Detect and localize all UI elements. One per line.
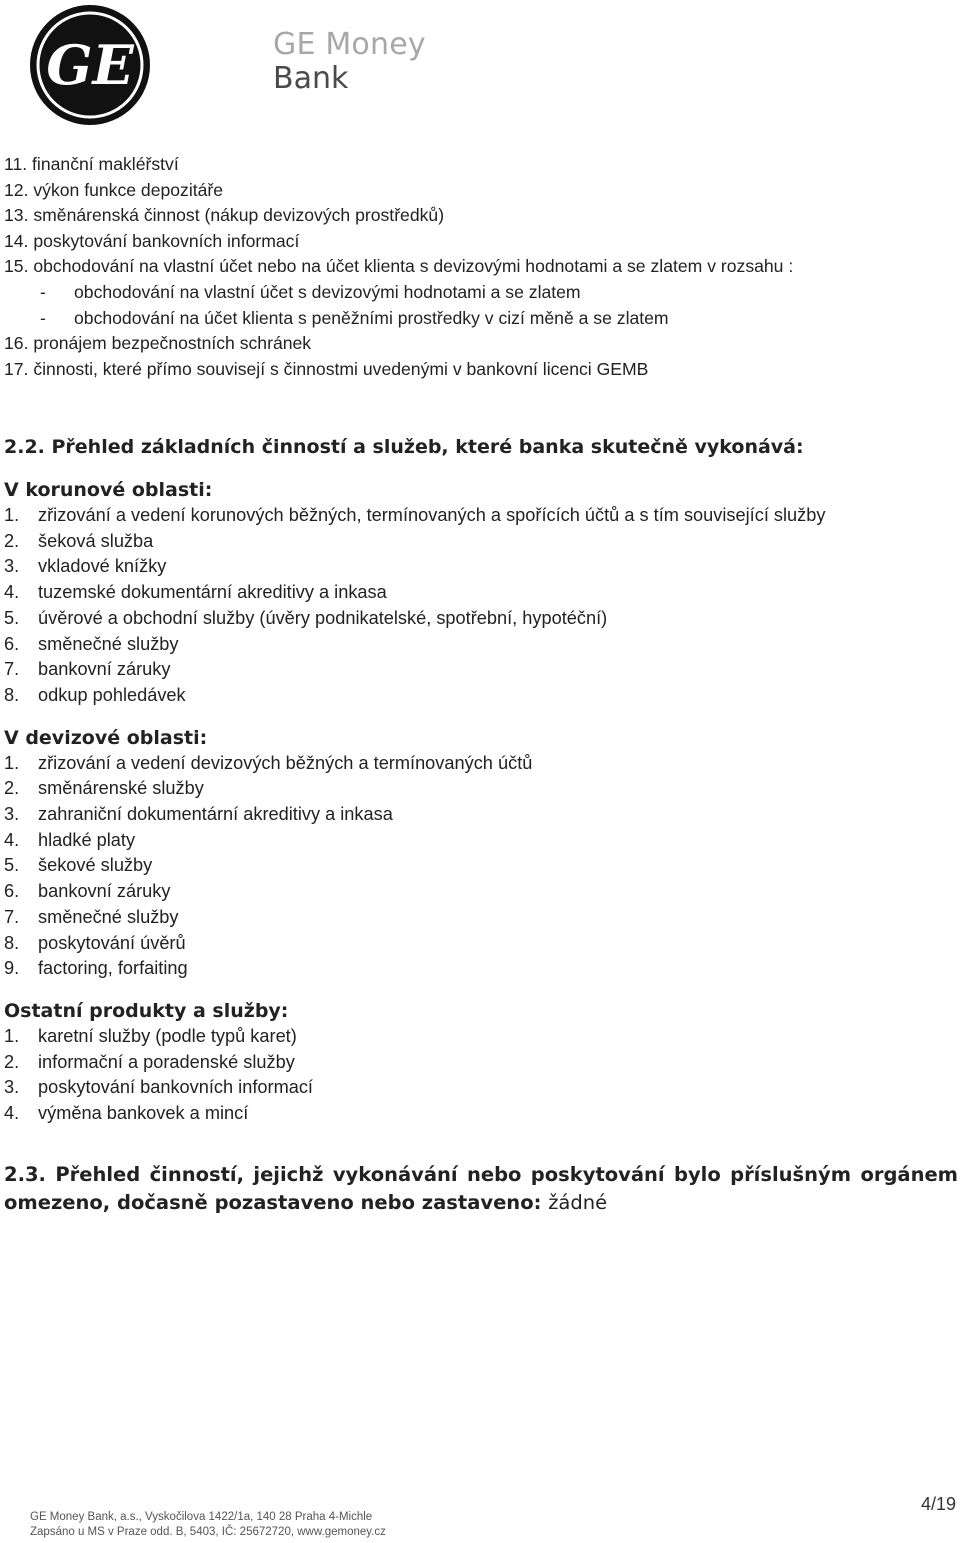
item-text: směnečné služby — [38, 906, 179, 927]
item-text: zřizování a vedení devizových běžných a termínovaných účtů — [38, 752, 533, 773]
czk-section-title: V korunové oblasti: — [4, 479, 213, 501]
list-item — [4, 879, 958, 905]
item-number: 2. — [4, 778, 20, 799]
brand-line-2: Bank — [273, 61, 349, 96]
list-item — [4, 1101, 958, 1127]
list-item — [4, 751, 958, 777]
item-number: 4. — [4, 829, 20, 850]
item-number: 2. — [4, 530, 20, 551]
brand-name — [273, 28, 426, 96]
list-item — [4, 529, 958, 555]
activities-list-continued — [4, 152, 944, 382]
list-item — [4, 956, 958, 982]
sub-item-text: obchodování na účet klienta s peněžními prostředky v cizí měně a se zlatem — [74, 307, 669, 328]
item-text: poskytování bankovních informací — [38, 1077, 313, 1098]
brand-line-1: GE Money — [273, 27, 426, 62]
list-item — [4, 1050, 958, 1076]
page-number: 4/19 — [920, 1494, 956, 1514]
list-item: 15. obchodování na vlastní účet nebo na účet klienta s devizovými hodnotami a se zlatem v rozsahu : — [4, 256, 794, 277]
item-number: 7. — [4, 659, 20, 680]
sub-list-item — [4, 306, 944, 332]
item-text: informační a poradenské služby — [38, 1051, 295, 1072]
item-text: bankovní záruky — [38, 659, 171, 680]
item-number: 7. — [4, 906, 20, 927]
item-text: vkladové knížky — [38, 556, 167, 577]
item-text: bankovní záruky — [38, 881, 171, 902]
item-number: 3. — [4, 804, 20, 825]
section-2-3-value: žádné — [548, 1190, 608, 1214]
list-item — [4, 802, 958, 828]
item-text: zřizování a vedení korunových běžných, termínovaných a spořících účtů a s tím související služby — [38, 505, 826, 525]
item-number: 6. — [4, 633, 20, 654]
list-item — [4, 828, 958, 854]
list-item: 13. směnárenská činnost (nákup devizových prostředků) — [4, 205, 445, 226]
section-2-3-text: 2.3. Přehled činností, jejichž vykonávání nebo poskytování bylo příslušným orgánem omezeno, dočasně pozastaveno nebo zastaveno: — [4, 1162, 958, 1214]
item-text: zahraniční dokumentární akreditivy a inkasa — [38, 804, 393, 825]
list-item: 14. poskytování bankovních informací — [4, 230, 300, 251]
footer-address: GE Money Bank, a.s., Vyskočilova 1422/1a, 140 28 Praha 4-Michle — [30, 1511, 373, 1523]
item-number: 6. — [4, 881, 20, 902]
fx-section-title: V devizové oblasti: — [4, 726, 208, 749]
sub-item-text: obchodování na vlastní účet s devizovými hodnotami a se zlatem — [74, 281, 581, 302]
list-item: 11. finanční makléřství — [4, 154, 179, 174]
list-item: 16. pronájem bezpečnostních schránek — [4, 333, 312, 354]
item-number: 5. — [4, 607, 20, 628]
list-item — [4, 606, 958, 632]
list-item — [4, 853, 958, 879]
other-section-title: Ostatní produkty a služby: — [4, 999, 289, 1022]
list-item — [4, 905, 958, 931]
item-number: 4. — [4, 582, 20, 603]
item-number: 4. — [4, 1103, 20, 1124]
czk-list — [4, 503, 958, 709]
list-item — [4, 580, 958, 606]
dash-bullet: - — [40, 281, 46, 302]
item-number: 1. — [4, 1025, 20, 1046]
list-item — [4, 1024, 958, 1050]
other-list — [4, 1024, 958, 1127]
dash-bullet: - — [40, 307, 46, 328]
item-text: hladké platy — [38, 829, 136, 850]
list-item: 17. činnosti, které přímo souvisejí s činnostmi uvedenými v bankovní licenci GEMB — [4, 358, 649, 379]
list-item — [4, 632, 958, 658]
footer-registration: Zapsáno u MS v Praze odd. B, 5403, IČ: 25672720, www.gemoney.cz — [30, 1526, 386, 1538]
item-text: směnárenské služby — [38, 778, 204, 799]
list-item — [4, 1075, 958, 1101]
fx-list — [4, 751, 958, 982]
item-text: factoring, forfaiting — [38, 958, 188, 979]
page-footer — [30, 1510, 386, 1540]
item-number: 8. — [4, 684, 20, 705]
list-item — [4, 503, 958, 529]
item-number: 9. — [4, 958, 20, 979]
list-item — [4, 776, 958, 802]
item-number: 1. — [4, 505, 20, 525]
logo-text: GE — [46, 33, 134, 97]
item-text: tuzemské dokumentární akreditivy a inkasa — [38, 582, 387, 603]
list-item: 12. výkon funkce depozitáře — [4, 179, 224, 200]
section-heading-2-3 — [4, 1161, 958, 1217]
list-item — [4, 554, 958, 580]
list-item — [4, 683, 958, 709]
item-number: 1. — [4, 752, 20, 773]
item-text: poskytování úvěrů — [38, 932, 186, 953]
item-text: odkup pohledávek — [38, 684, 186, 705]
item-text: karetní služby (podle typů karet) — [38, 1025, 297, 1046]
item-text: směnečné služby — [38, 633, 179, 654]
page-header — [28, 4, 448, 126]
item-text: šeková služba — [38, 530, 154, 551]
main-content — [4, 433, 958, 1217]
item-number: 2. — [4, 1051, 20, 1072]
item-text: výměna bankovek a mincí — [38, 1103, 249, 1124]
list-item — [4, 931, 958, 957]
item-number: 3. — [4, 1077, 20, 1098]
section-heading-2-2: 2.2. Přehled základních činností a služeb, které banka skutečně vykonává: — [4, 436, 804, 458]
item-number: 3. — [4, 556, 20, 577]
item-text: úvěrové a obchodní služby (úvěry podnikatelské, spotřební, hypotéční) — [38, 607, 608, 628]
item-text: šekové služby — [38, 855, 153, 876]
item-number: 5. — [4, 855, 20, 876]
list-item — [4, 657, 958, 683]
ge-logo-icon — [28, 4, 152, 126]
sub-list-item — [4, 280, 944, 306]
item-number: 8. — [4, 932, 20, 953]
